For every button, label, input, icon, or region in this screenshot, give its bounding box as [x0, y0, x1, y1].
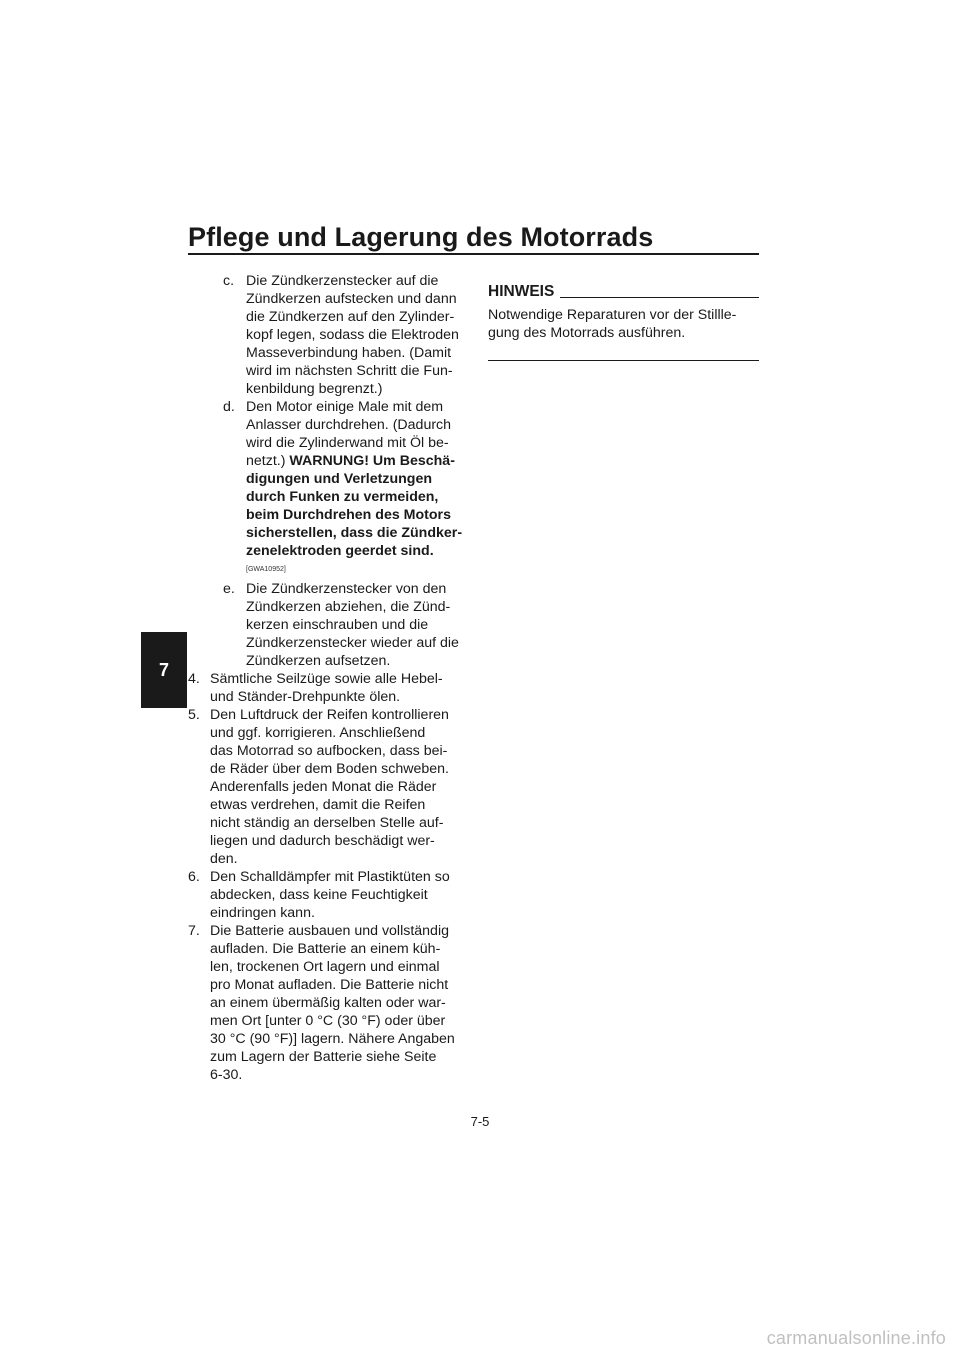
step-line: eindringen kann.: [210, 905, 315, 921]
warning-line: zenelektroden geerdet sind.: [246, 543, 434, 559]
step-line: den.: [210, 851, 238, 867]
step-line: 6-30.: [210, 1067, 243, 1083]
step-d: [188, 398, 470, 560]
warning-line: beim Durchdrehen des Motors: [246, 507, 451, 523]
step-line: nicht ständig an derselben Stelle auf-: [210, 815, 444, 831]
warning-line: durch Funken zu vermeiden,: [246, 489, 439, 505]
hinweis-header: [488, 282, 759, 302]
step-line: und ggf. korrigieren. Anschließend: [210, 725, 426, 741]
step-line: len, trockenen Ort lagern und einmal: [210, 959, 440, 975]
step-line: Anlasser durchdrehen. (Dadurch: [246, 417, 452, 433]
step-marker: 5.: [188, 707, 200, 723]
hinweis-line: Notwendige Reparaturen vor der Stillle-: [488, 307, 737, 323]
step-6: [188, 868, 470, 922]
watermark: carmanualsonline.info: [766, 1328, 946, 1348]
hinweis-line: gung des Motorrads ausführen.: [488, 325, 686, 341]
step-line: wird die Zylinderwand mit Öl be-: [246, 435, 449, 451]
step-4: [188, 670, 470, 706]
step-line: Die Zündkerzenstecker auf die: [246, 273, 439, 289]
step-line: Masseverbindung haben. (Damit: [246, 345, 452, 361]
title-underline: [188, 253, 759, 255]
hinweis-title: HINWEIS: [488, 283, 555, 300]
step-line: 30 °C (90 °F)] lagern. Nähere Angaben: [210, 1031, 455, 1047]
chapter-tab: 7: [141, 632, 187, 708]
step-line: die Zündkerzen auf den Zylinder-: [246, 309, 455, 325]
warning-line: digungen und Verletzungen: [246, 471, 433, 487]
page-title: Pflege und Lagerung des Motorrads: [188, 222, 654, 252]
step-e: [188, 580, 470, 670]
warning-text: WARNUNG! Um Beschä-: [289, 453, 455, 469]
step-line: Den Schalldämpfer mit Plastiktüten so: [210, 869, 450, 885]
step-line: Zündkerzen abziehen, die Zünd-: [246, 599, 451, 615]
step-line: etwas verdrehen, damit die Reifen: [210, 797, 426, 813]
step-line: men Ort [unter 0 °C (30 °F) oder über: [210, 1013, 446, 1029]
step-line: liegen und dadurch beschädigt wer-: [210, 833, 435, 849]
step-marker: d.: [223, 399, 235, 415]
step-marker: e.: [223, 581, 235, 597]
step-line: Die Batterie ausbauen und vollständig: [210, 923, 449, 939]
step-line: pro Monat aufladen. Die Batterie nicht: [210, 977, 449, 993]
step-line: zum Lagern der Batterie siehe Seite: [210, 1049, 437, 1065]
step-line: kopf legen, sodass die Elektroden: [246, 327, 459, 343]
step-7: [188, 922, 470, 1084]
step-line: Die Zündkerzenstecker von den: [246, 581, 447, 597]
step-line: Zündkerzenstecker wieder auf die: [246, 635, 459, 651]
hinweis-end-rule: [488, 360, 759, 361]
hinweis-rule: [560, 297, 759, 298]
hinweis-text: [488, 306, 759, 342]
step-line: aufladen. Die Batterie an einem küh-: [210, 941, 441, 957]
warning-code: [GWA10952]: [246, 566, 286, 573]
step-line: de Räder über dem Boden schweben.: [210, 761, 449, 777]
step-line: Sämtliche Seilzüge sowie alle Hebel-: [210, 671, 443, 687]
step-line: Den Luftdruck der Reifen kontrollieren: [210, 707, 449, 723]
step-marker: 6.: [188, 869, 200, 885]
page-number: 7-5: [470, 1114, 490, 1129]
step-line: wird im nächsten Schritt die Fun-: [246, 363, 453, 379]
step-5: [188, 706, 470, 868]
hinweis-box: [488, 282, 759, 361]
warning-line: sicherstellen, dass die Zündker-: [246, 525, 463, 541]
step-line: kerzen einschrauben und die: [246, 617, 429, 633]
step-marker: 7.: [188, 923, 200, 939]
step-line: Anderenfalls jeden Monat die Räder: [210, 779, 437, 795]
step-line: kenbildung begrenzt.): [246, 381, 383, 397]
step-line: abdecken, dass keine Feuchtigkeit: [210, 887, 428, 903]
step-line: das Motorrad so aufbocken, dass bei-: [210, 743, 448, 759]
step-line: und Ständer-Drehpunkte ölen.: [210, 689, 401, 705]
step-line: [246, 452, 470, 470]
step-line: Zündkerzen aufsetzen.: [246, 653, 391, 669]
step-line: an einem übermäßig kalten oder war-: [210, 995, 446, 1011]
step-marker: c.: [223, 273, 235, 289]
step-line-text: netzt.): [246, 453, 290, 469]
step-marker: 4.: [188, 671, 200, 687]
step-line: Zündkerzen aufstecken und dann: [246, 291, 457, 307]
instruction-column: [188, 272, 470, 1084]
step-c: [188, 272, 470, 398]
step-line: Den Motor einige Male mit dem: [246, 399, 444, 415]
